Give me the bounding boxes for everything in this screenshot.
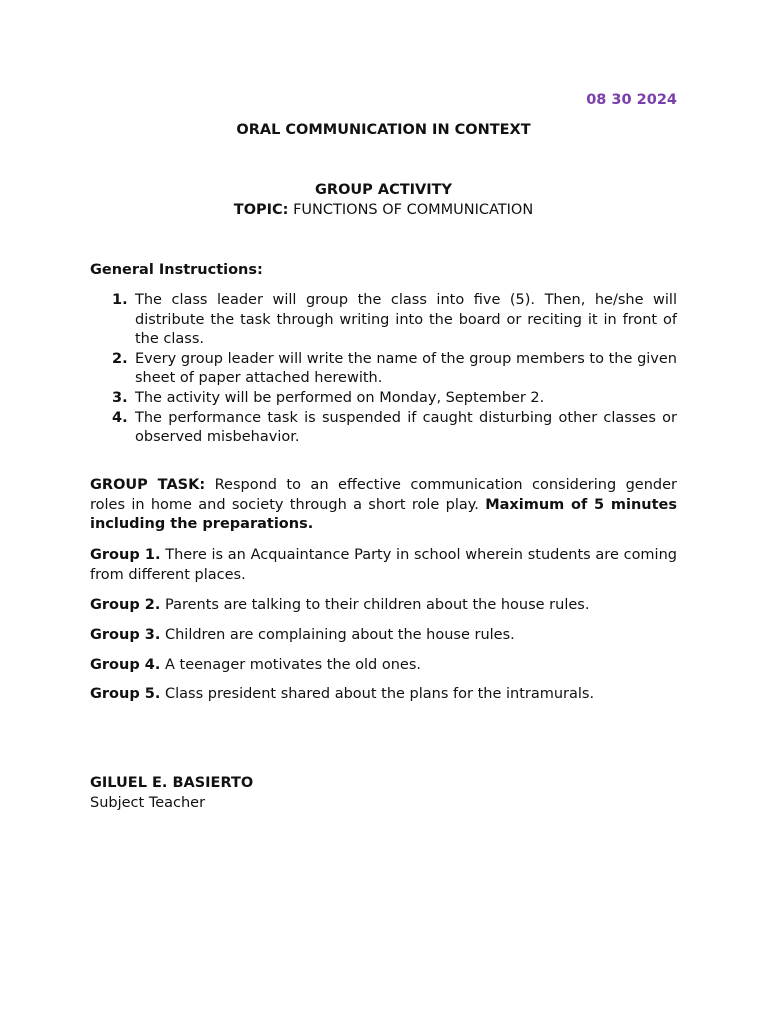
list-item	[90, 389, 677, 409]
list-item	[90, 409, 677, 448]
document-date: 08 30 2024	[586, 92, 677, 108]
group-label: Group 1.	[90, 547, 161, 563]
group-text: There is an Acquaintance Party in school wherein students are coming from different places.	[90, 547, 677, 583]
topic-label: TOPIC:	[233, 202, 289, 218]
list-item	[90, 350, 677, 389]
list-item-text: The activity will be performed on Monday, September 2.	[135, 389, 545, 406]
group-label: Group 2.	[90, 597, 161, 613]
topic-line	[90, 202, 677, 218]
course-title: ORAL COMMUNICATION IN CONTEXT	[236, 122, 531, 138]
list-item-number: 1.	[112, 292, 128, 308]
general-instructions-heading: General Instructions:	[90, 262, 263, 278]
list-item-text: The performance task is suspended if caught disturbing other classes or observed misbehavior.	[135, 409, 677, 446]
group-label: Group 3.	[90, 627, 161, 643]
group-text: Class president shared about the plans for the intramurals.	[160, 686, 595, 702]
group-4-paragraph	[90, 656, 677, 676]
list-item	[90, 291, 677, 350]
group-task-text: Respond to an effective communication considering gender roles in home and society through a short role play.	[90, 477, 677, 513]
group-2-paragraph	[90, 596, 677, 616]
list-item-number: 2.	[112, 350, 128, 367]
group-3-paragraph	[90, 626, 677, 646]
list-item-text: The class leader will group the class into five (5). Then, he/she will distribute the task through writing into the board or reciting it in front of the class.	[135, 292, 677, 348]
list-item-number: 4.	[112, 409, 128, 426]
group-5-paragraph	[90, 685, 677, 705]
group-text: Children are complaining about the house rules.	[160, 627, 515, 643]
signature-role: Subject Teacher	[90, 795, 206, 811]
group-text: Parents are talking to their children about the house rules.	[160, 597, 590, 613]
group-task-paragraph	[90, 476, 677, 535]
group-task-label: GROUP TASK:	[90, 477, 206, 493]
instructions-list	[90, 291, 677, 448]
group-label: Group 5.	[90, 686, 161, 702]
group-task-emphasis: Maximum of 5 minutes including the preparations.	[90, 496, 677, 533]
activity-title: GROUP ACTIVITY	[315, 182, 452, 198]
topic-text: FUNCTIONS OF COMMUNICATION	[293, 202, 534, 218]
signature-name: GILUEL E. BASIERTO	[90, 775, 254, 791]
list-item-text: Every group leader will write the name of the group members to the given sheet of paper attached herewith.	[135, 350, 677, 387]
list-item-number: 3.	[112, 389, 128, 406]
group-label: Group 4.	[90, 657, 161, 673]
group-text: A teenager motivates the old ones.	[160, 657, 422, 673]
group-1-paragraph	[90, 546, 677, 585]
